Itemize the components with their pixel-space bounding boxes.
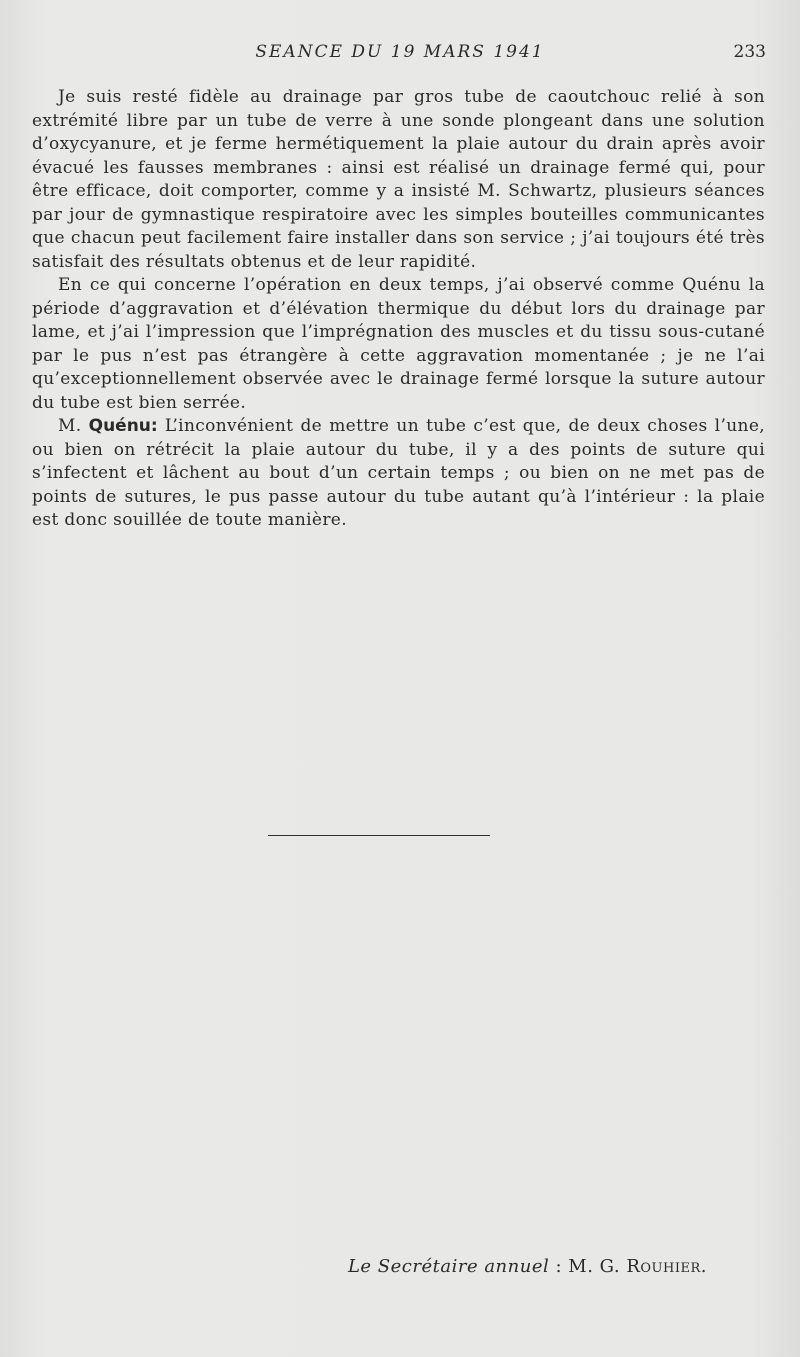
- speaker-name: Quénu: [88, 416, 151, 436]
- speech-quenu: [32, 415, 765, 533]
- paragraph-1: Je suis resté fidèle au drainage par gros tube de caoutchouc relié à son extrémité libre par un tube de verre à une sonde plongeant dans une solution d’oxycyanure, et je ferme hermétiquement la plaie autour du drain après avoir évacué les fausses membranes : ainsi est réalisé un drainage fermé qui, pour être efficace, doit comporter, comme y a insisté M. Schwartz, plusieurs séances par jour de gymnastique respiratoire avec les simples bouteilles communicantes que chacun peut facilement faire installer dans son service ; j’ai toujours été très satisfait des résultats obtenus et de leur rapidité.: [32, 87, 765, 272]
- running-title: SEANCE DU 19 MARS 1941: [255, 42, 545, 62]
- secretary-signature: [348, 1256, 707, 1277]
- signature-role: Le Secrétaire annuel: [347, 1256, 550, 1277]
- speaker-prefix: M.: [58, 416, 82, 436]
- page-number: 233: [733, 42, 766, 62]
- speech-text: L’inconvénient de mettre un tube c’est que, de deux choses l’une, ou bien on rétrécit la plaie autour du tube, il y a des points de suture qui s’infectent et lâchent au bout d’un certain temps ; ou bien on ne met pas de points de sutures, le pus passe autour du tube autant qu’à l’intérieur : la plaie est donc souillée de toute manière.: [32, 416, 765, 530]
- paragraph-2: En ce qui concerne l’opération en deux temps, j’ai observé comme Quénu la période d’aggravation et d’élévation thermique du début lors du drainage par lame, et j’ai l’impression que l’imprégnation des muscles et du tissu sous-cutané par le pus n’est pas étrangère à cette aggravation momentanée ; je ne l’ai qu’exceptionnellement observée avec le drainage fermé lorsque la suture autour du tube est bien serrée.: [32, 275, 765, 413]
- running-header: [0, 42, 800, 68]
- section-divider: [268, 835, 490, 836]
- body-text: [32, 86, 765, 533]
- signature-separator: :: [555, 1256, 563, 1277]
- speaker-colon: :: [150, 416, 158, 436]
- signature-name: M. G. Rouhier.: [568, 1256, 707, 1277]
